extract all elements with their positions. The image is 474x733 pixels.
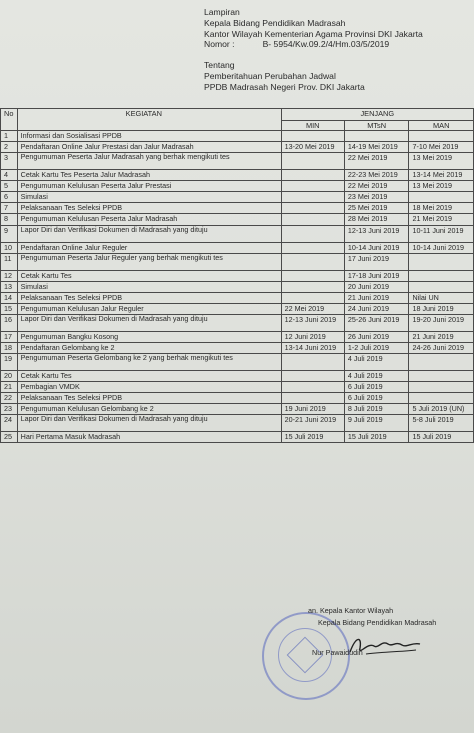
row-man-date: 10-14 Juni 2019 <box>409 243 474 254</box>
row-kegiatan: Pengumuman Peserta Jalur Reguler yang berhak mengikuti tes <box>17 254 281 271</box>
row-man-date: 18 Juni 2019 <box>409 304 474 315</box>
table-row <box>1 282 474 293</box>
table-row <box>1 393 474 404</box>
header-line-2: Kantor Wilayah Kementerian Agama Provinsi DKI Jakarta <box>204 28 423 39</box>
row-min-date <box>281 393 344 404</box>
row-mtsn-date: 17-18 Juni 2019 <box>344 271 409 282</box>
col-header-mtsn: MTsN <box>344 121 409 131</box>
row-number: 6 <box>1 192 18 203</box>
row-mtsn-date: 22 Mei 2019 <box>344 153 409 170</box>
row-min-date <box>281 214 344 226</box>
row-number: 5 <box>1 181 18 192</box>
row-min-date <box>281 203 344 214</box>
row-min-date <box>281 181 344 192</box>
row-min-date: 20-21 Juni 2019 <box>281 415 344 432</box>
row-man-date: 21 Juni 2019 <box>409 332 474 343</box>
table-row <box>1 181 474 192</box>
row-number: 11 <box>1 254 18 271</box>
row-man-date: 5-8 Juli 2019 <box>409 415 474 432</box>
col-header-no: No <box>1 109 18 131</box>
row-man-date: 13 Mei 2019 <box>409 181 474 192</box>
row-man-date: 13 Mei 2019 <box>409 153 474 170</box>
row-kegiatan: Pendaftaran Online Jalur Reguler <box>17 243 281 254</box>
row-mtsn-date: 14-19 Mei 2019 <box>344 142 409 153</box>
row-number: 21 <box>1 382 18 393</box>
table-row <box>1 332 474 343</box>
row-min-date <box>281 170 344 181</box>
table-row <box>1 170 474 181</box>
row-number: 9 <box>1 226 18 243</box>
row-mtsn-date: 12-13 Juni 2019 <box>344 226 409 243</box>
table-row <box>1 304 474 315</box>
table-row <box>1 131 474 142</box>
row-kegiatan: Informasi dan Sosialisasi PPDB <box>17 131 281 142</box>
row-kegiatan: Cetak Kartu Tes Peserta Jalur Madrasah <box>17 170 281 181</box>
row-man-date <box>409 271 474 282</box>
col-header-man: MAN <box>409 121 474 131</box>
row-man-date: Nilai UN <box>409 293 474 304</box>
row-number: 18 <box>1 343 18 354</box>
letter-header <box>204 7 423 93</box>
row-min-date <box>281 382 344 393</box>
row-min-date <box>281 192 344 203</box>
signatory-name: Nur Pawaidudin <box>312 648 363 657</box>
row-number: 25 <box>1 432 18 443</box>
row-min-date <box>281 371 344 382</box>
row-man-date <box>409 282 474 293</box>
row-number: 17 <box>1 332 18 343</box>
row-man-date: 19-20 Juni 2019 <box>409 315 474 332</box>
row-min-date <box>281 254 344 271</box>
table-row <box>1 243 474 254</box>
row-kegiatan: Pengumuman Kelulusan Peserta Jalur Madrasah <box>17 214 281 226</box>
row-number: 10 <box>1 243 18 254</box>
row-man-date <box>409 382 474 393</box>
row-mtsn-date: 6 Juli 2019 <box>344 382 409 393</box>
row-man-date: 24-26 Juni 2019 <box>409 343 474 354</box>
row-mtsn-date: 28 Mei 2019 <box>344 214 409 226</box>
row-kegiatan: Lapor Diri dan Verifikasi Dokumen di Madrasah yang dituju <box>17 415 281 432</box>
table-row <box>1 315 474 332</box>
row-man-date <box>409 254 474 271</box>
row-mtsn-date: 1-2 Juli 2019 <box>344 343 409 354</box>
row-min-date: 13-14 Juni 2019 <box>281 343 344 354</box>
table-row <box>1 192 474 203</box>
row-man-date <box>409 131 474 142</box>
row-mtsn-date: 25-26 Juni 2019 <box>344 315 409 332</box>
table-row <box>1 203 474 214</box>
row-min-date <box>281 293 344 304</box>
row-man-date <box>409 354 474 371</box>
row-kegiatan: Cetak Kartu Tes <box>17 371 281 382</box>
row-man-date: 10-11 Juni 2019 <box>409 226 474 243</box>
subject-line-2: PPDB Madrasah Negeri Prov. DKI Jakarta <box>204 81 365 92</box>
header-line-1: Kepala Bidang Pendidikan Madrasah <box>204 17 346 28</box>
row-number: 4 <box>1 170 18 181</box>
row-min-date: 12-13 Juni 2019 <box>281 315 344 332</box>
table-row <box>1 293 474 304</box>
row-min-date <box>281 226 344 243</box>
row-kegiatan: Pelaksanaan Tes Seleksi PPDB <box>17 393 281 404</box>
nomor-row <box>204 39 423 50</box>
row-min-date: 15 Juli 2019 <box>281 432 344 443</box>
col-header-jenjang: JENJANG <box>281 109 473 121</box>
col-header-min: MIN <box>281 121 344 131</box>
row-man-date: 5 Juli 2019 (UN) <box>409 404 474 415</box>
table-row <box>1 271 474 282</box>
tentang-label: Tentang <box>204 60 235 71</box>
row-number: 24 <box>1 415 18 432</box>
row-min-date <box>281 282 344 293</box>
table-row <box>1 382 474 393</box>
row-kegiatan: Pengumuman Kelulusan Gelombang ke 2 <box>17 404 281 415</box>
row-number: 22 <box>1 393 18 404</box>
row-min-date: 12 Juni 2019 <box>281 332 344 343</box>
row-mtsn-date: 10-14 Juni 2019 <box>344 243 409 254</box>
signature-block <box>308 605 437 657</box>
col-header-kegiatan: KEGIATAN <box>17 109 281 131</box>
row-man-date: 18 Mei 2019 <box>409 203 474 214</box>
row-number: 13 <box>1 282 18 293</box>
row-kegiatan: Simulasi <box>17 192 281 203</box>
row-kegiatan: Pendaftaran Gelombang ke 2 <box>17 343 281 354</box>
table-row <box>1 226 474 243</box>
row-kegiatan: Lapor Diri dan Verifikasi Dokumen di Madrasah yang dituju <box>17 226 281 243</box>
row-man-date <box>409 192 474 203</box>
row-mtsn-date: 26 Juni 2019 <box>344 332 409 343</box>
row-min-date: 22 Mei 2019 <box>281 304 344 315</box>
row-mtsn-date: 15 Juli 2019 <box>344 432 409 443</box>
row-number: 19 <box>1 354 18 371</box>
row-number: 7 <box>1 203 18 214</box>
row-min-date: 13-20 Mei 2019 <box>281 142 344 153</box>
row-number: 14 <box>1 293 18 304</box>
table-row <box>1 214 474 226</box>
row-mtsn-date: 20 Juni 2019 <box>344 282 409 293</box>
row-number: 8 <box>1 214 18 226</box>
row-min-date: 19 Juni 2019 <box>281 404 344 415</box>
row-kegiatan: Pelaksanaan Tes Seleksi PPDB <box>17 203 281 214</box>
row-man-date: 15 Juli 2019 <box>409 432 474 443</box>
row-man-date <box>409 371 474 382</box>
row-kegiatan: Simulasi <box>17 282 281 293</box>
row-min-date <box>281 153 344 170</box>
row-kegiatan: Cetak Kartu Tes <box>17 271 281 282</box>
table-row <box>1 153 474 170</box>
table-row <box>1 371 474 382</box>
table-row <box>1 142 474 153</box>
signature-line-1: an. Kepala Kantor Wilayah <box>308 606 394 615</box>
row-number: 23 <box>1 404 18 415</box>
row-kegiatan: Pengumuman Peserta Gelombang ke 2 yang berhak mengikuti tes <box>17 354 281 371</box>
row-mtsn-date: 22 Mei 2019 <box>344 181 409 192</box>
row-number: 3 <box>1 153 18 170</box>
row-mtsn-date: 22-23 Mei 2019 <box>344 170 409 181</box>
row-man-date: 13-14 Mei 2019 <box>409 170 474 181</box>
row-mtsn-date: 9 Juli 2019 <box>344 415 409 432</box>
row-mtsn-date: 23 Mei 2019 <box>344 192 409 203</box>
table-row <box>1 354 474 371</box>
row-mtsn-date: 24 Juni 2019 <box>344 304 409 315</box>
row-man-date <box>409 393 474 404</box>
lampiran-label: Lampiran <box>204 7 240 17</box>
row-number: 2 <box>1 142 18 153</box>
row-number: 1 <box>1 131 18 142</box>
row-kegiatan: Lapor Diri dan Verifikasi Dokumen di Madrasah yang dituju <box>17 315 281 332</box>
nomor-value: B- 5954/Kw.09.2/4/Hm.03/5/2019 <box>262 39 390 50</box>
table-row <box>1 343 474 354</box>
row-kegiatan: Pendaftaran Online Jalur Prestasi dan Jalur Madrasah <box>17 142 281 153</box>
row-kegiatan: Pengumuman Bangku Kosong <box>17 332 281 343</box>
row-min-date <box>281 271 344 282</box>
subject-line-1: Pemberitahuan Perubahan Jadwal <box>204 70 336 81</box>
table-row <box>1 415 474 432</box>
row-mtsn-date: 21 Juni 2019 <box>344 293 409 304</box>
schedule-table <box>0 108 474 443</box>
row-man-date: 21 Mei 2019 <box>409 214 474 226</box>
nomor-label: Nomor : <box>204 39 235 50</box>
row-mtsn-date: 4 Juli 2019 <box>344 354 409 371</box>
row-number: 12 <box>1 271 18 282</box>
row-kegiatan: Pembagian VMDK <box>17 382 281 393</box>
row-min-date <box>281 131 344 142</box>
row-min-date <box>281 243 344 254</box>
row-mtsn-date <box>344 131 409 142</box>
row-min-date <box>281 354 344 371</box>
row-mtsn-date: 25 Mei 2019 <box>344 203 409 214</box>
row-mtsn-date: 4 Juli 2019 <box>344 371 409 382</box>
table-row <box>1 432 474 443</box>
table-row <box>1 254 474 271</box>
row-number: 16 <box>1 315 18 332</box>
row-kegiatan: Pelaksanaan Tes Seleksi PPDB <box>17 293 281 304</box>
row-kegiatan: Pengumuman Kelulusan Jalur Reguler <box>17 304 281 315</box>
row-mtsn-date: 17 Juni 2019 <box>344 254 409 271</box>
row-kegiatan: Hari Pertama Masuk Madrasah <box>17 432 281 443</box>
row-man-date: 7-10 Mei 2019 <box>409 142 474 153</box>
signature-line-2: Kepala Bidang Pendidikan Madrasah <box>318 618 437 627</box>
table-row <box>1 404 474 415</box>
row-number: 20 <box>1 371 18 382</box>
row-number: 15 <box>1 304 18 315</box>
row-mtsn-date: 8 Juli 2019 <box>344 404 409 415</box>
row-kegiatan: Pengumuman Kelulusan Peserta Jalur Prestasi <box>17 181 281 192</box>
row-kegiatan: Pengumuman Peserta Jalur Madrasah yang berhak mengikuti tes <box>17 153 281 170</box>
row-mtsn-date: 6 Juli 2019 <box>344 393 409 404</box>
